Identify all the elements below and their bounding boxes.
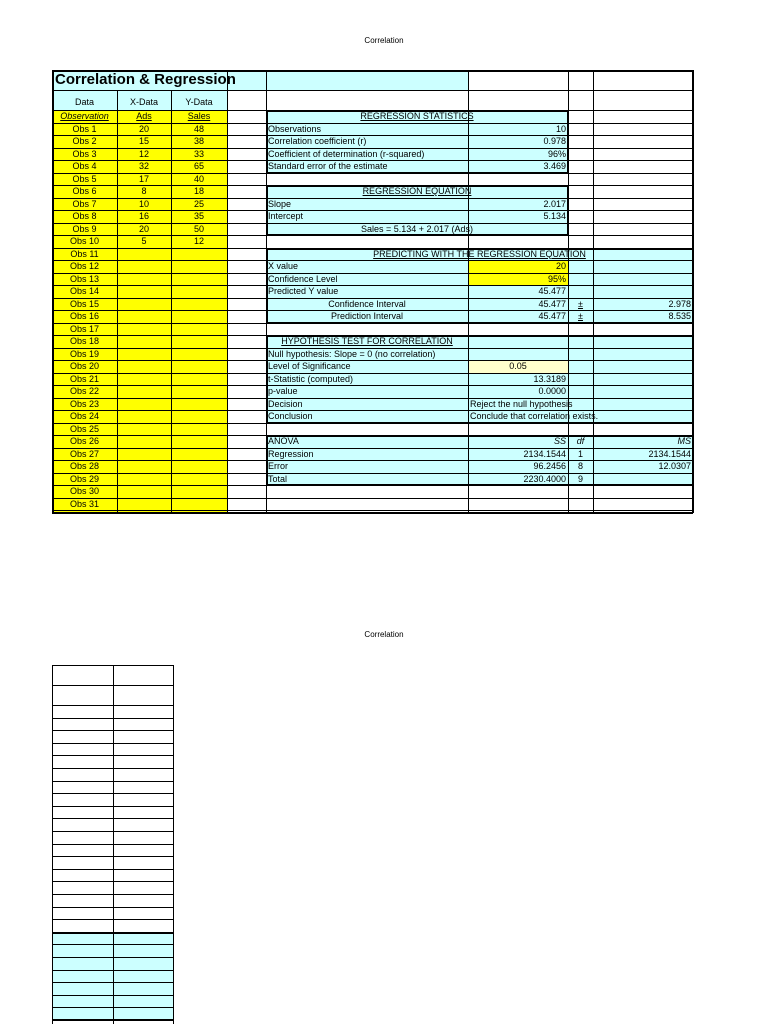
observation-header: Observation (60, 111, 109, 121)
stat-value: 10 (555, 123, 566, 134)
gridline (227, 148, 266, 149)
anova-ms: 2134.1544 (648, 448, 691, 459)
gridline (52, 512, 693, 514)
obs-label: Obs 28 (69, 461, 100, 471)
obs-label: Obs 11 (70, 248, 99, 259)
gridline (227, 498, 266, 499)
obs-x-value (117, 323, 171, 336)
confidence-level-label: Confidence Level (268, 273, 338, 284)
obs-label: Obs 6 (72, 186, 97, 196)
obs-y-value (171, 448, 227, 461)
gridline (227, 385, 266, 386)
obs-x-value (117, 335, 171, 348)
data-header: Data (74, 97, 94, 107)
obs-x-value (117, 360, 171, 373)
obs-y-value: 65 (193, 161, 204, 171)
plus-minus: ± (578, 311, 583, 321)
gridline (227, 398, 266, 399)
decision-label: Decision (268, 398, 303, 409)
predicted-y-value: 45.477 (538, 286, 566, 296)
obs-label: Obs 5 (72, 173, 97, 184)
obs-label: Obs 1 (72, 123, 97, 134)
obs-label: Obs 8 (72, 211, 97, 221)
page-header: Correlation (364, 36, 404, 45)
confidence-level-value: 95% (547, 273, 566, 284)
obs-x-value (117, 310, 171, 323)
prediction-interval-value: 45.477 (538, 311, 566, 321)
sheet-title: Correlation & Regression (55, 71, 236, 88)
obs-x-value (117, 485, 171, 498)
obs-label: Obs 31 (69, 498, 100, 509)
gridline (52, 665, 53, 1024)
gridline (227, 235, 266, 236)
obs-y-value (171, 473, 227, 486)
obs-x-value: 12 (138, 148, 149, 159)
obs-y-value (171, 423, 227, 436)
anova-df: 8 (577, 461, 583, 471)
regression-statistics-title: REGRESSION STATISTICS (360, 111, 474, 121)
obs-y-value: 33 (193, 148, 204, 159)
anova-row-label: Error (268, 461, 288, 471)
obs-x-value (117, 285, 171, 298)
obs-y-value (171, 298, 227, 311)
ads-header: Ads (136, 111, 152, 121)
sales-header: Sales (187, 111, 211, 121)
obs-label: Obs 7 (72, 198, 97, 209)
obs-x-value: 10 (138, 198, 149, 209)
obs-label: Obs 30 (69, 486, 100, 496)
gridline (266, 498, 693, 499)
obs-x-value (117, 273, 171, 286)
stat-value: 96% (547, 148, 566, 159)
intercept-value: 5.134 (543, 211, 566, 221)
obs-x-value: 20 (138, 223, 149, 234)
gridline (227, 460, 266, 461)
obs-x-value (117, 423, 171, 436)
slope-value: 2.017 (543, 198, 566, 209)
obs-label: Obs 26 (69, 436, 100, 446)
obs-label: Obs 4 (72, 161, 97, 171)
stat-value: 0.978 (543, 136, 566, 146)
obs-y-value (171, 398, 227, 411)
stat-label: Coefficient of determination (r-squared) (268, 148, 425, 159)
stat-value: 3.469 (543, 161, 566, 171)
obs-x-value (117, 473, 171, 486)
obs-y-value (171, 373, 227, 386)
gridline (227, 348, 266, 349)
obs-x-value (117, 298, 171, 311)
gridline (113, 665, 114, 1024)
obs-y-value (171, 435, 227, 448)
gridline (227, 360, 266, 361)
t-statistic-label: t-Statistic (computed) (268, 373, 354, 384)
anova-ms-header: MS (677, 436, 691, 446)
page2-header: Correlation (364, 630, 404, 639)
anova-row-label: Regression (268, 448, 314, 459)
x-value-label: X value (268, 261, 299, 271)
obs-label: Obs 17 (69, 323, 100, 334)
confidence-interval-value: 45.477 (538, 298, 566, 309)
gridline (227, 373, 266, 374)
gridline (227, 435, 266, 436)
obs-label: Obs 12 (69, 261, 100, 271)
anova-ss: 96.2456 (533, 461, 566, 471)
obs-label: Obs 19 (69, 348, 100, 359)
gridline (227, 223, 266, 224)
obs-y-value (171, 410, 227, 423)
gridline (227, 310, 266, 311)
obs-x-value: 5 (141, 236, 147, 246)
obs-y-value: 12 (193, 236, 204, 246)
y-data-header: Y-Data (185, 97, 213, 107)
obs-y-value: 48 (193, 123, 204, 134)
anova-title: ANOVA (268, 436, 299, 446)
anova-df: 1 (577, 448, 583, 459)
gridline (227, 198, 266, 199)
anova-ms (593, 473, 693, 486)
obs-label: Obs 21 (69, 373, 100, 384)
obs-y-value (171, 360, 227, 373)
obs-y-value (171, 248, 227, 261)
gridline (227, 448, 266, 449)
anova-row-label: Total (268, 473, 288, 484)
p-value-label: p-value (268, 386, 298, 396)
gridline (227, 185, 266, 186)
obs-x-value (117, 260, 171, 273)
obs-label: Obs 22 (69, 386, 100, 396)
p-value: 0.0000 (538, 386, 566, 396)
gridline (227, 423, 266, 424)
obs-y-value (171, 348, 227, 361)
obs-label: Obs 25 (69, 423, 100, 434)
obs-label: Obs 27 (69, 448, 100, 459)
obs-x-value (117, 460, 171, 473)
stat-label: Correlation coefficient (r) (268, 136, 367, 146)
obs-label: Obs 9 (72, 223, 97, 234)
obs-y-value: 40 (193, 173, 204, 184)
predicting-title: PREDICTING WITH THE REGRESSION EQUATION (373, 248, 586, 259)
anova-ss: 2230.4000 (523, 473, 566, 484)
obs-x-value: 15 (138, 136, 149, 146)
significance-value: 0.05 (509, 361, 527, 371)
obs-label: Obs 20 (69, 361, 100, 371)
obs-label: Obs 2 (72, 136, 97, 146)
obs-label: Obs 3 (72, 148, 97, 159)
gridline (173, 665, 174, 1024)
gridline (227, 273, 266, 274)
gridline (227, 248, 266, 249)
gridline (227, 110, 266, 111)
stat-label: Observations (268, 123, 322, 134)
obs-x-value (117, 448, 171, 461)
x-data-header: X-Data (129, 97, 158, 107)
predicted-y-label: Predicted Y value (268, 286, 339, 296)
obs-label: Obs 18 (69, 336, 100, 346)
regression-equation: Sales = 5.134 + 2.017 (Ads) (360, 223, 474, 234)
prediction-interval-label: Prediction Interval (330, 311, 404, 321)
obs-x-value (117, 410, 171, 423)
gridline (227, 123, 266, 124)
obs-x-value: 32 (138, 161, 149, 171)
anova-ss: 2134.1544 (523, 448, 566, 459)
obs-y-value: 35 (193, 211, 204, 221)
anova-df-header: df (576, 436, 585, 446)
gridline (227, 210, 266, 211)
obs-y-value (171, 310, 227, 323)
gridline (227, 410, 266, 411)
conclusion-value: Conclude that correlation exists. (470, 411, 599, 421)
obs-x-value (117, 373, 171, 386)
obs-x-value (117, 435, 171, 448)
obs-x-value (117, 398, 171, 411)
obs-y-value (171, 498, 227, 511)
null-hypothesis: Null hypothesis: Slope = 0 (no correlation) (268, 348, 436, 359)
gridline (227, 323, 266, 324)
confidence-interval-label: Confidence Interval (328, 298, 406, 309)
obs-y-value (171, 335, 227, 348)
gridline (227, 135, 266, 136)
obs-label: Obs 10 (69, 236, 100, 246)
obs-x-value: 8 (141, 186, 147, 196)
obs-y-value: 25 (193, 198, 204, 209)
obs-y-value: 50 (193, 223, 204, 234)
anova-df: 9 (577, 473, 583, 484)
title-fill-right (266, 70, 468, 90)
obs-y-value (171, 385, 227, 398)
obs-label: Obs 24 (69, 411, 100, 421)
decision-value: Reject the null hypothesis (470, 398, 573, 409)
obs-y-value: 18 (193, 186, 204, 196)
gridline (227, 285, 266, 286)
obs-label: Obs 29 (69, 473, 100, 484)
significance-label: Level of Significance (268, 361, 351, 371)
stat-label: Standard error of the estimate (268, 161, 388, 171)
x-value: 20 (555, 261, 566, 271)
obs-y-value (171, 285, 227, 298)
plus-minus: ± (578, 298, 583, 309)
obs-x-value: 17 (138, 173, 149, 184)
anova-ss-header: SS (553, 436, 566, 446)
obs-x-value: 20 (138, 123, 149, 134)
prediction-interval-width: 8.535 (668, 311, 691, 321)
obs-x-value (117, 348, 171, 361)
gridline (227, 173, 266, 174)
obs-y-value (171, 260, 227, 273)
gridline (52, 90, 693, 91)
obs-x-value (117, 498, 171, 511)
obs-y-value (171, 485, 227, 498)
hypothesis-title: HYPOTHESIS TEST FOR CORRELATION (281, 336, 453, 346)
obs-y-value (171, 323, 227, 336)
gridline (227, 160, 266, 161)
obs-label: Obs 14 (69, 286, 100, 296)
obs-label: Obs 23 (69, 398, 100, 409)
obs-x-value (117, 248, 171, 261)
conclusion-label: Conclusion (268, 411, 313, 421)
gridline (227, 260, 266, 261)
obs-x-value (117, 385, 171, 398)
anova-ms: 12.0307 (658, 461, 691, 471)
gridline (227, 298, 266, 299)
obs-y-value (171, 273, 227, 286)
confidence-interval-width: 2.978 (668, 298, 691, 309)
gridline (227, 473, 266, 474)
obs-label: Obs 13 (69, 273, 100, 284)
obs-label: Obs 16 (69, 311, 100, 321)
obs-y-value: 38 (193, 136, 204, 146)
obs-label: Obs 15 (69, 298, 100, 309)
gridline (227, 485, 266, 486)
slope-label: Slope (268, 198, 292, 209)
t-statistic-value: 13.3189 (533, 373, 566, 384)
obs-y-value (171, 460, 227, 473)
obs-x-value: 16 (138, 211, 149, 221)
gridline (227, 335, 266, 336)
gridline (227, 90, 228, 513)
regression-equation-title: REGRESSION EQUATION (362, 186, 472, 196)
intercept-label: Intercept (268, 211, 304, 221)
